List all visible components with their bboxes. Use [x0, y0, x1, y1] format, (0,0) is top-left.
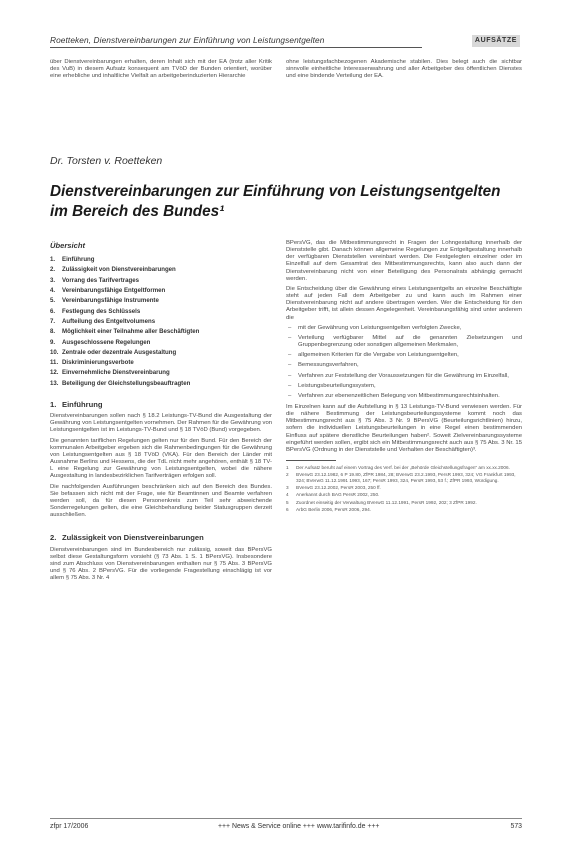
toc-item: 3. Vorrang des Tarifvertrages: [50, 276, 139, 284]
right-column: [286, 240, 522, 514]
toc-item: 1. Einführung: [50, 256, 95, 264]
toc-item: 13. Beteiligung der Gleichstellungsbeauftragten: [50, 379, 191, 387]
paragraph: Dienstvereinbarungen sollen nach § 18.2 Leistungs-TV-Bund die Ausgestaltung der Gewährung von Leistungsentgelten vornehmen. Der Rahmen für die Gewährung von Leistungsentgelten ist im Leistungs-TV-Bund und § 18 TVöD (Bund) vorgegeben.: [50, 413, 272, 434]
paragraph: Die genannten tariflichen Regelungen gelten nur für den Bund. Für den Bereich der kommunalen Arbeitgeber ergeben sich die Rahmenbedingungen für die Gewährung von Leistungsentgelten aus § 18 TVöD (VKA). Für den Bereich der Länder mit Ausnahme Berlins und Hessens, die der TdL nicht mehr angehören, enthält § 18 TV-L eine Regelung zur Gewährung von Leistungsentgelten, wobei die nähere Ausgestaltung in landesbezirklichen Tarifverträgen erfolgen soll.: [50, 437, 272, 480]
footnote: 3 BVerwG 23.12.2002, PersR 2003, 250 ff.: [286, 485, 381, 491]
footnotes: [286, 465, 522, 512]
footnote: 1 Der Aufsatz beruht auf einem Vortrag des Verf. bei der „Behörde Gleichstellungsfragen“ am xx.xx.2006.: [286, 465, 510, 471]
journal-issue: zfpr 17/2006: [50, 823, 89, 830]
toc-item: 2. Zulässigkeit von Dienstvereinbarungen: [50, 266, 176, 274]
toc-item: 5. Vereinbarungsfähige Instrumente: [50, 297, 159, 305]
article-author: Dr. Torsten v. Roetteken: [50, 155, 163, 167]
toc-item: 11. Diskriminierungsverbote: [50, 359, 134, 367]
section-heading-1: 1. Einführung: [50, 400, 103, 410]
footnote: 4 Anerkannt durch BAG PersR 2002, 250.: [286, 492, 380, 498]
paragraph: Im Einzelnen kann auf die Aufstellung in § 13 Leistungs-TV-Bund verwiesen werden. Für die nähere Bestimmung der Leistungsbeurteilungssysteme kommt noch das Mitbestimmungsrecht aus § 75 Abs. 3 Nr. 9 BPersVG (Beurteilungsrichtlinien) hinzu, sofern die individuellen Leistungsbeurteilungen in eine Regel einen bestimmenden Einfluss auf spätere dienstliche Beurteilungen haben². Soweit Zielvereinbarungssysteme eingeführt werden sollen, ergibt sich ein Mitbestimmungsrecht auch aus § 75 Abs. 3 Nr. 15 BPersVG (Ordnung in der Dienststelle und Verhalten der Beschäftigten)³.: [286, 403, 522, 453]
list-item: – mit der Gewährung von Leistungsentgelten verfolgten Zwecke,: [286, 325, 522, 332]
article-title: Dienstvereinbarungen zur Einführung von Leistungsentgelten im Bereich des Bundes¹: [50, 183, 501, 220]
header-rule: [50, 47, 422, 48]
list-item: – Verfahren zur Feststellung der Voraussetzungen für die Gewährung im Einzelfall,: [286, 373, 522, 380]
table-of-contents: [50, 255, 272, 389]
running-header: [50, 35, 520, 51]
paragraph: BPersVG, das die Mitbestimmungsrecht in Fragen der Lohngestaltung innerhalb der Dienststelle gibt. Danach können allgemeine Regelungen zur Entgeltgestaltung innerhalb der verfügbaren Dienststellen vereinbart werden. Die Festgelegten einzelner oder im Einzelfall auf dem Gesamtrat des Mitbestimmungsrechts, kann also auch dann der Dienstvereinbarung nicht von einer Beteiligung des Personalrats abhängig gemacht werden.: [286, 240, 522, 282]
section-heading-2: 2. Zulässigkeit von Dienstvereinbarungen: [50, 533, 204, 543]
paragraph: Dienstvereinbarungen sind im Bundesbereich nur zulässig, soweit das BPersVG selbst diese Gestaltungsform vorsieht (§ 73 Abs. 1 S. 1 BPersVG). Insbesondere sind zum Abschluss von Dienstvereinbarungen enthalten nur § 75 Abs. 3 BPersVG und § 76 Abs. 2 BPersVG. Für die vorliegende Fragestellung einschlägig ist vor allem § 75 Abs. 3 Nr. 4: [50, 546, 272, 582]
list-item: – Verteilung verfügbarer Mittel auf die genannten Zielsetzungen und Gruppenbegrenzung oder sonstigen allgemeinen Merkmalen,: [286, 335, 522, 349]
footer-link[interactable]: +++ News & Service online +++ www.tarifinfo.de +++: [218, 823, 380, 830]
toc-item: 6. Festlegung des Schlüssels: [50, 307, 141, 315]
paragraph: Die nachfolgenden Ausführungen beschränken sich auf den Bereich des Bundes. Sie befassen sich nicht mit der Frage, wie für Beamtinnen und Beamte verfahren werden soll, da für diesen Personenkreis zum Teil sehr abweichende Sonderregelungen gelten, die eine Gleichbehandlung beider Statusgruppen derzeit ausschließen.: [50, 483, 272, 519]
toc-item: 10. Zentrale oder dezentrale Ausgestaltung: [50, 348, 177, 356]
paragraph: Die Entscheidung über die Gewährung eines Leistungsentgelts an einzelne Beschäftigte steht auf jeden Fall dem Arbeitgeber zu und kann auch im Rahmen einer Dienstvereinbarung nicht auf andere übertragen werden. Wer die Entscheidung für den Arbeitgeber trifft, ist allein dessen Angelegenheit. Vereinbarungsfähig sind unter anderem die: [286, 285, 522, 321]
footnote-rule: [286, 460, 336, 461]
list-item: – allgemeinen Kriterien für die Vergabe von Leistungsentgelten,: [286, 352, 522, 359]
toc-item: 7. Aufteilung des Entgeltvolumens: [50, 317, 156, 325]
footnote: 2 BVerwG 23.12.1982, 6 P 19.80, ZfPR 1984, 28; BVerwG 23.2.1993, PersR 1993, 324; VG Frankfurt 1993, 324; BVerwG 11.12.1991 1993, 167; PersR 1993, 324, PersR 1993, 53 f.; ZfPR 1993, Würdigung.: [286, 472, 516, 483]
running-title: Roetteken, Dienstvereinbarungen zur Einführung von Leistungsentgelten: [50, 35, 325, 45]
footnote: 5 Zuordnet einseitig der Verwaltung BVerwG 11.12.1991, PersR 1992, 202; 3 ZfPR 1992.: [286, 499, 477, 505]
left-column: [50, 240, 272, 585]
toc-item: 12. Einvernehmliche Dienstvereinbarung: [50, 369, 170, 377]
toc-heading: Übersicht: [50, 241, 86, 250]
list-item: – Leistungsbeurteilungssystem,: [286, 383, 522, 390]
page-number: 573: [510, 823, 522, 830]
toc-item: 9. Ausgeschlossene Regelungen: [50, 338, 151, 346]
continued-text-left: über Dienstvereinbarungen erhalten, deren Inhalt sich mit der EA (trotz aller Kritik des VuB) in diesem Aufsatz konsequent am TVöD der Bunden orientiert, worüber eine erhebliche und inhaltliche Vielfalt an arbeitgeberinduzierten Hierarchie: [50, 59, 272, 80]
continued-text-right: ohne leistungsfachbezogenen Akademische stabilen. Dies belegt auch die sichtbar sinnvolle einheitliche Interessenwahrung und aller Arbeitgeber des öffentlichen Dienstes und eine bindende Verteilung der EA.: [286, 59, 522, 80]
toc-item: 8. Möglichkeit einer Teilnahme aller Beschäftigten: [50, 328, 200, 336]
section-badge: AUFSÄTZE: [472, 35, 520, 47]
list-item: – Verfahren zur ebenenzeitlichen Belegung von Mitbestimmungsrechtsinhalten.: [286, 393, 522, 400]
page-footer: [50, 818, 522, 830]
footnote: 6 ArbG Berlin 2006, PersR 2006, 294.: [286, 506, 372, 512]
bullet-list: [286, 325, 522, 400]
list-item: – Bemessungsverfahren,: [286, 362, 522, 369]
toc-item: 4. Vereinbarungsfähige Entgeltformen: [50, 287, 166, 295]
